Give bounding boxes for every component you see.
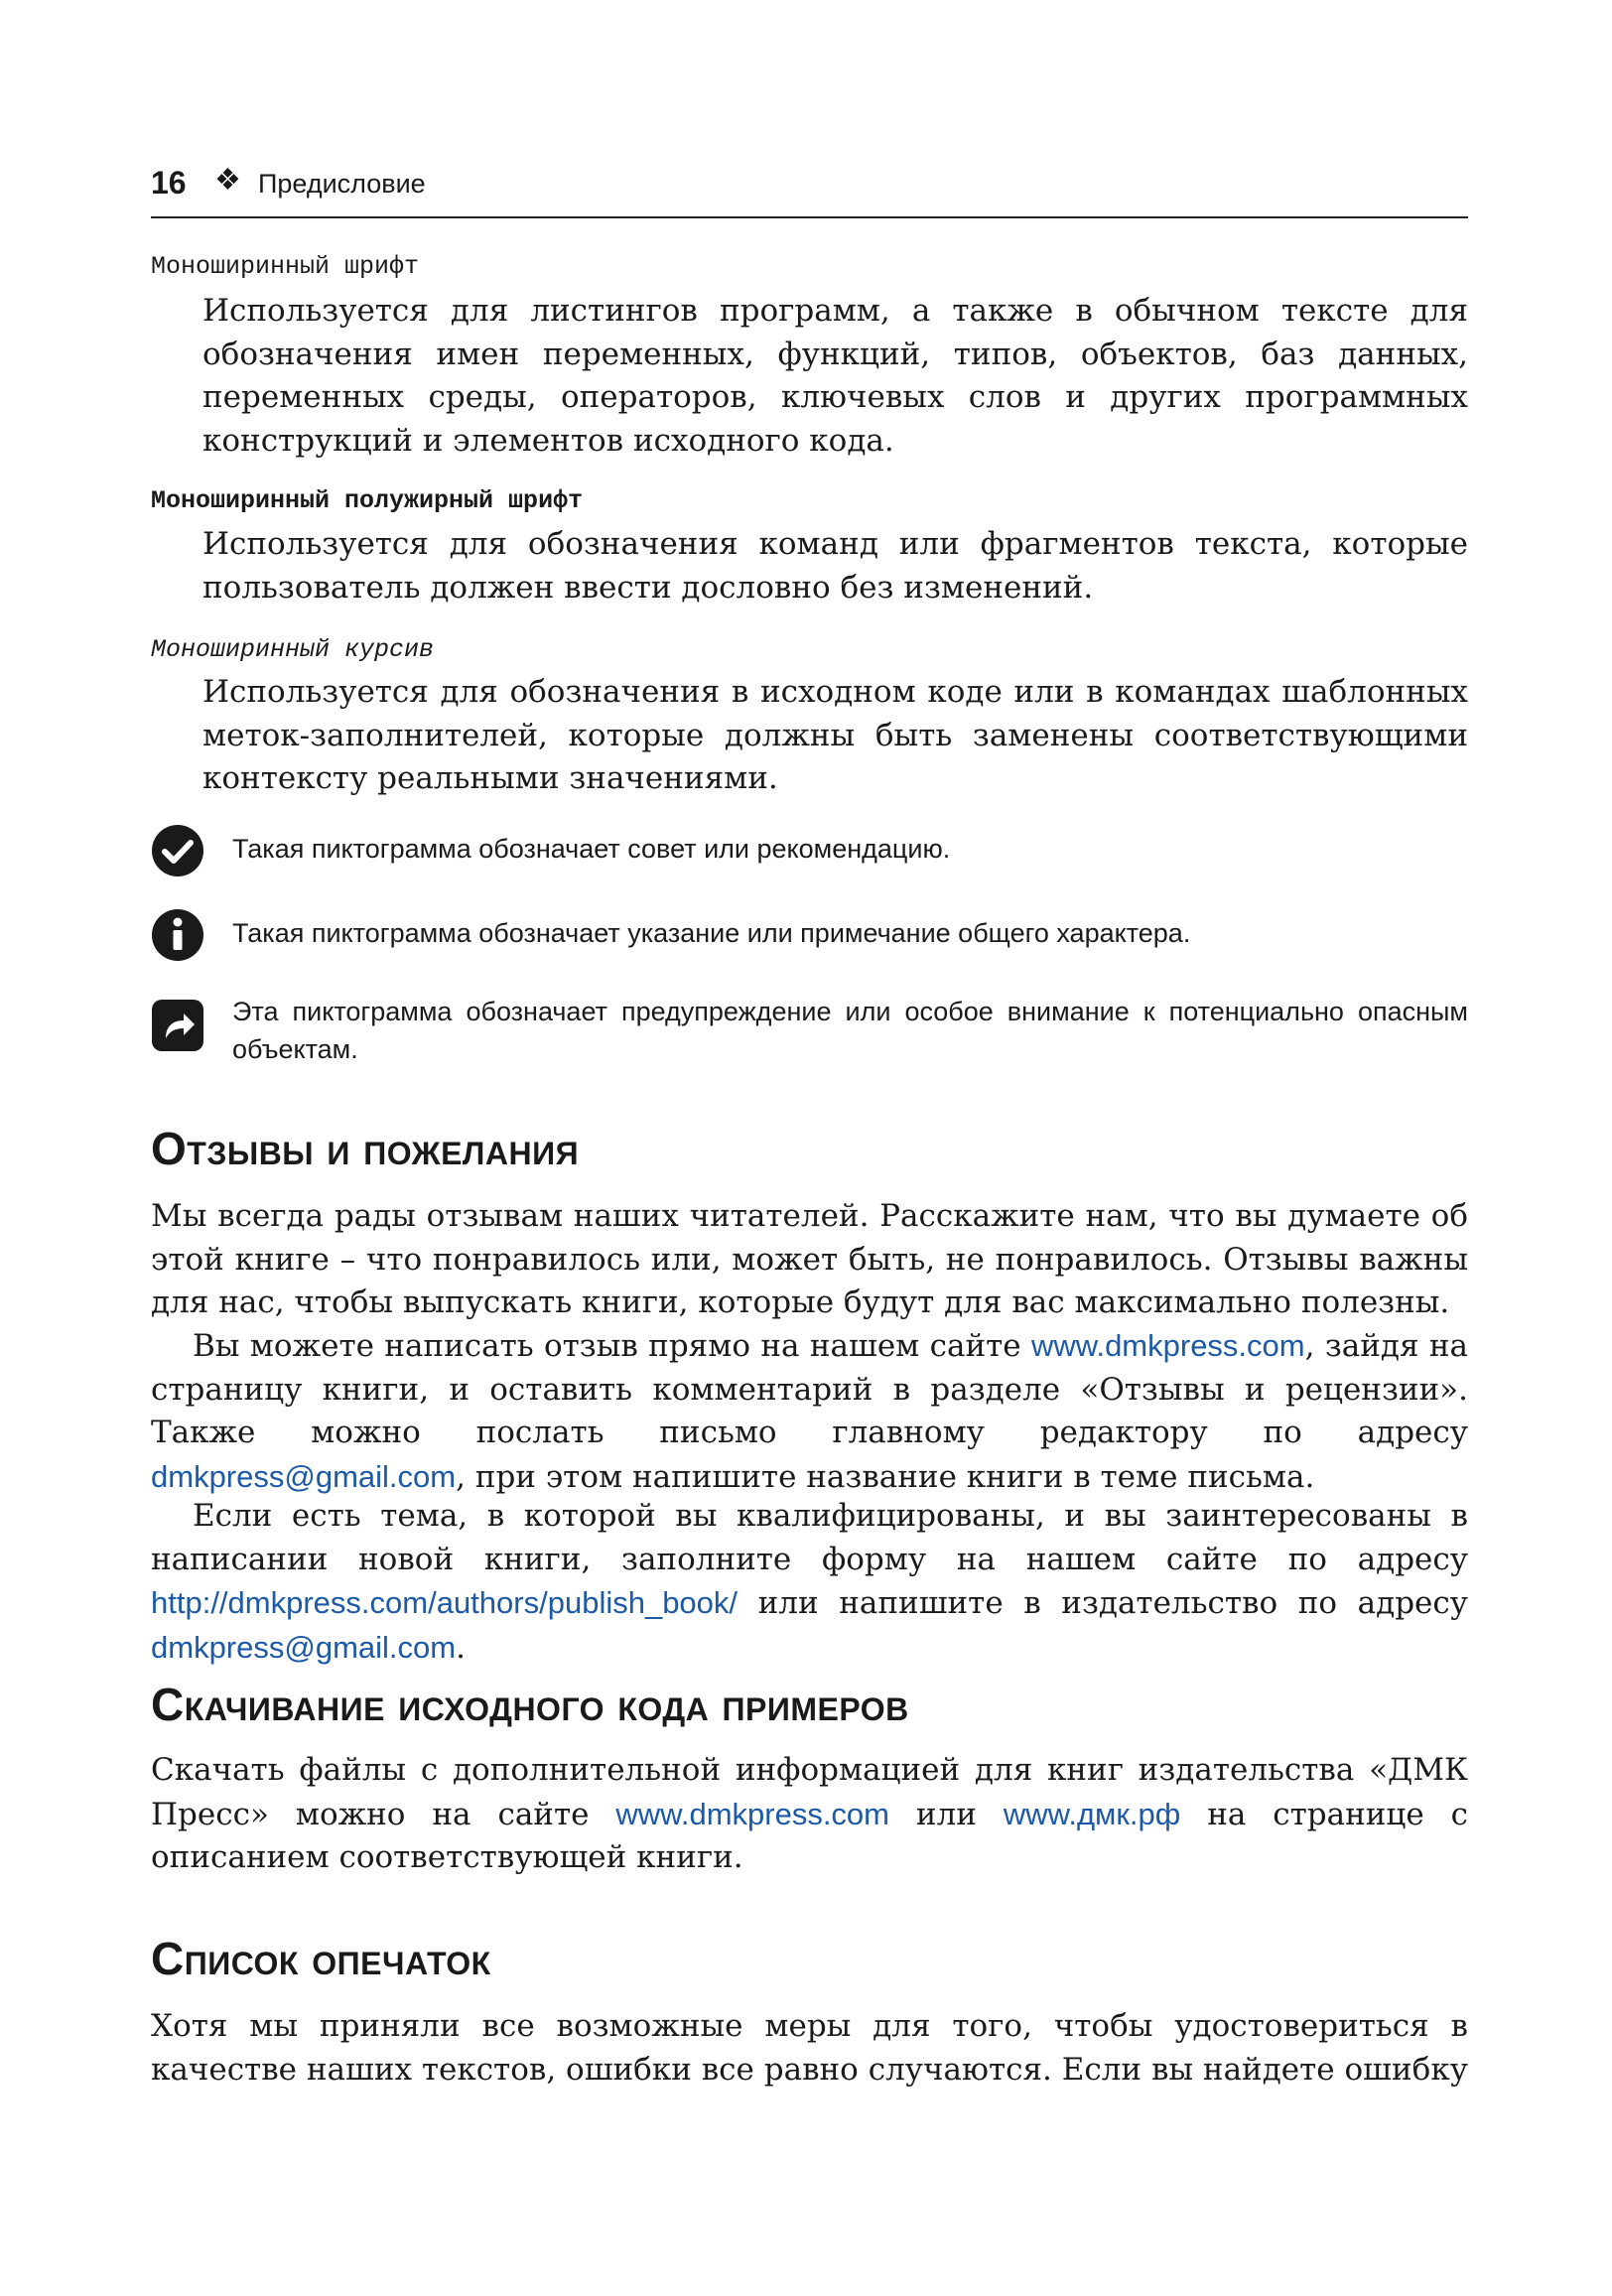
feedback-p2-text-a: Вы можете написать отзыв прямо на нашем сайте (193, 1328, 1031, 1364)
publish-book-link[interactable]: http://dmkpress.com/authors/publish_book/ (151, 1585, 739, 1620)
page-header (151, 159, 1468, 218)
ornament-icon: ❖ (214, 164, 241, 197)
feedback-p3-text-b: или напишите в издательство по адресу (738, 1585, 1468, 1621)
download-dmkpress-link[interactable]: www.dmkpress.com (615, 1796, 889, 1831)
section-heading-download: Скачивание исходного кода примеров (151, 1679, 909, 1730)
running-title: Предисловие (258, 169, 426, 199)
feedback-paragraph-1: Мы всегда рады отзывам наших читателей. Расскажите нам, что вы думаете об этой книге – что понравилось или, может быть, не понравилось. Отзывы важны для нас, чтобы выпускать книги, которые будут для вас максимально полезны. (151, 1198, 1468, 1320)
download-text-c: на странице с описанием соответствующей книги. (151, 1796, 1468, 1875)
page-number: 16 (151, 165, 187, 201)
check-circle-icon (151, 824, 204, 878)
feedback-paragraph-2 (151, 1324, 1468, 1499)
section-heading-errata: Список опечаток (151, 1933, 491, 1984)
note-info-text: Такая пиктограмма обозначает указание или примечание общего характера. (232, 918, 1191, 948)
convention-term-monospace-bold: Моноширинный полужирный шрифт (151, 486, 584, 515)
feedback-p2-text-c: , при этом напишите название книги в теме письма. (456, 1458, 1315, 1495)
warning-arrow-icon (151, 999, 204, 1052)
download-text-b: или (889, 1796, 1004, 1832)
note-tip-text: Такая пиктограмма обозначает совет или рекомендацию. (232, 834, 951, 864)
editor-email-link[interactable]: dmkpress@gmail.com (151, 1458, 457, 1494)
publisher-email-link[interactable]: dmkpress@gmail.com (151, 1629, 457, 1665)
convention-desc-monospace-bold: Используется для обозначения команд или фрагментов текста, которые пользователь должен ввести дословно без изменений. (202, 526, 1468, 606)
convention-desc-monospace: Используется для листингов программ, а также в обычном тексте для обозначения имен переменных, функций, типов, объектов, баз данных, переменных среды, операторов, ключевых слов и других программных конструкций и элементов исходного кода. (202, 293, 1468, 459)
download-dmk-rf-link[interactable]: www.дмк.рф (1003, 1796, 1181, 1831)
errata-paragraph: Хотя мы приняли все возможные меры для того, чтобы удостовериться в качестве наших текстов, ошибки все равно случаются. Если вы найдете ошибку (151, 2008, 1468, 2088)
feedback-paragraph-3 (151, 1495, 1468, 1670)
dmkpress-site-link[interactable]: www.dmkpress.com (1031, 1328, 1305, 1363)
feedback-p2-text-b: , зайдя на страницу книги, и оставить комментарий в разделе «Отзывы и рецензии». Также можно послать письмо главному редактору по адресу (151, 1328, 1469, 1450)
convention-term-monospace-italic: Моноширинный курсив (151, 635, 435, 664)
feedback-p3-text-c: . (456, 1629, 466, 1666)
section-heading-feedback: Отзывы и пожелания (151, 1123, 580, 1174)
convention-desc-monospace-italic: Используется для обозначения в исходном коде или в командах шаблонных меток-заполнителей, которые должны быть заменены соответствующими контексту реальными значениями. (202, 674, 1468, 796)
download-text-a: Скачать файлы с дополнительной информацией для книг издательства «ДМК Пресс» можно на сайте (151, 1752, 1468, 1832)
feedback-p3-text-a: Если есть тема, в которой вы квалифицированы, и вы заинтересованы в написании новой книги, заполните форму на нашем сайте по адресу (151, 1498, 1468, 1577)
note-warning-text: Эта пиктограмма обозначает предупреждение или особое внимание к потенциально опасным объектам. (232, 997, 1468, 1064)
info-circle-icon (151, 908, 204, 962)
convention-term-monospace: Моноширинный шрифт (151, 252, 420, 281)
download-paragraph (151, 1749, 1468, 1880)
